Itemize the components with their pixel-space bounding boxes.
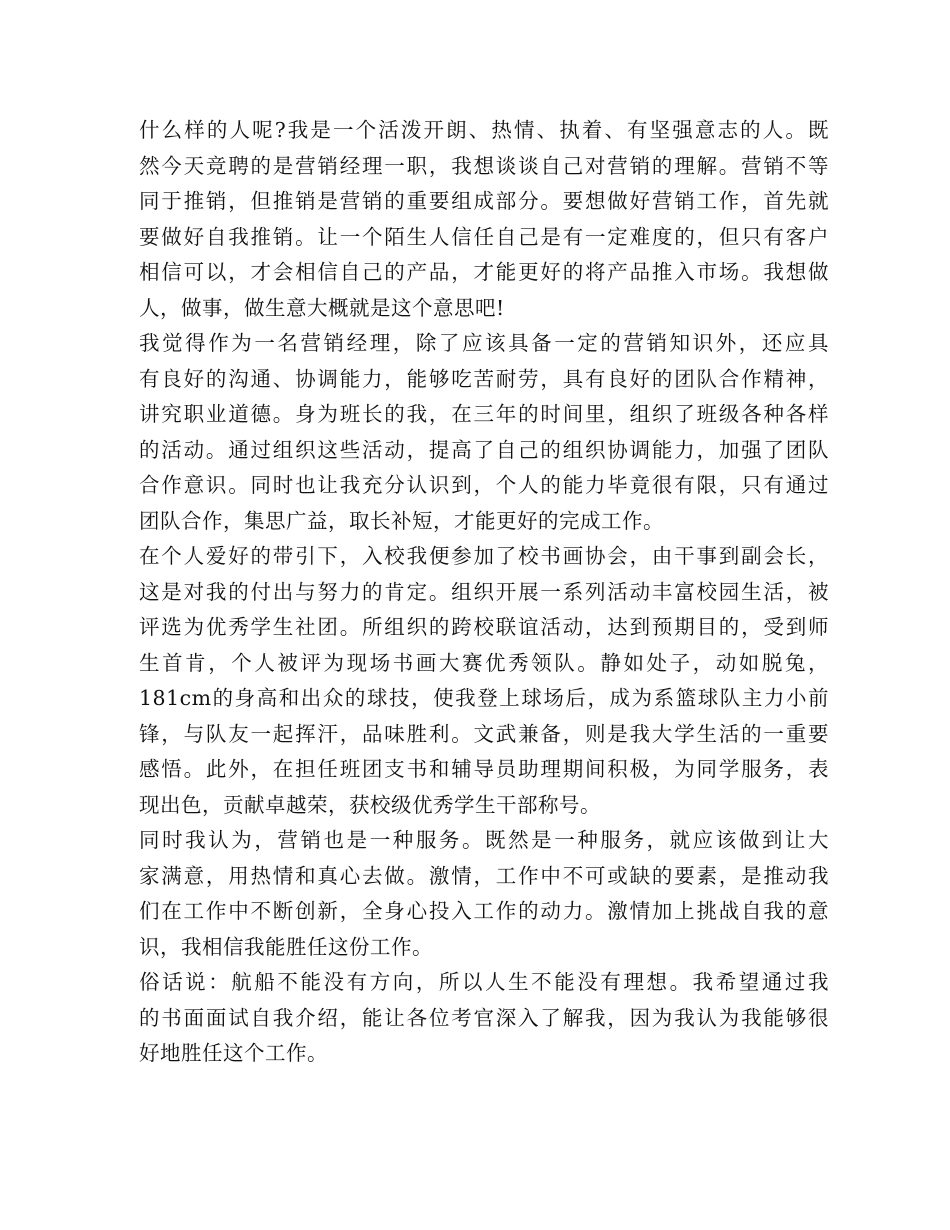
text-line: 生首肯，个人被评为现场书画大赛优秀领队。静如处子，动如脱兔， (139, 650, 829, 675)
text-line: 家满意，用热情和真心去做。激情，工作中不可或缺的要素，是推动我 (139, 863, 829, 888)
text-line: 181cm的身高和出众的球技，使我登上球场后，成为系篮球队主力小前 (139, 686, 829, 710)
text-line: 团队合作，集思广益，取长补短，才能更好的完成工作。 (139, 508, 664, 533)
text-line: 然今天竞聘的是营销经理一职，我想谈谈自己对营销的理解。营销不等 (139, 153, 829, 178)
text-line: 合作意识。同时也让我充分认识到，个人的能力毕竟很有限，只有通过 (139, 473, 829, 497)
text-line: 相信可以，才会相信自己的产品，才能更好的将产品推入市场。我想做 (139, 260, 829, 284)
text-line: 们在工作中不断创新，全身心投入工作的动力。激情加上挑战自我的意 (139, 899, 829, 923)
text-line: 同时我认为，营销也是一种服务。既然是一种服务，就应该做到让大 (139, 828, 829, 852)
text-line: 的书面面试自我介绍，能让各位考官深入了解我，因为我认为我能够很 (139, 1005, 829, 1030)
text-line: 在个人爱好的带引下，入校我便参加了校书画协会，由干事到副会长， (139, 544, 829, 568)
paragraph-2 (139, 326, 829, 539)
paragraph-4 (139, 823, 829, 965)
text-line: 的活动。通过组织这些活动，提高了自己的组织协调能力，加强了团队 (139, 437, 829, 462)
text-line: 同于推销，但推销是营销的重要组成部分。要想做好营销工作，首先就 (139, 189, 829, 213)
paragraph-1 (139, 113, 829, 326)
text-line: 要做好自我推销。让一个陌生人信任自己是有一定难度的，但只有客户 (139, 224, 829, 249)
text-line: 锋，与队友一起挥汗，品味胜利。文武兼备，则是我大学生活的一重要 (139, 721, 829, 746)
text-line: 我觉得作为一名营销经理，除了应该具备一定的营销知识外，还应具 (139, 331, 829, 355)
text-line: 什么样的人呢?我是一个活泼开朗、热情、执着、有坚强意志的人。既 (139, 118, 829, 142)
text-line: 感悟。此外，在担任班团支书和辅导员助理期间积极，为同学服务，表 (139, 757, 829, 781)
paragraph-5 (139, 965, 829, 1072)
text-line: 有良好的沟通、协调能力，能够吃苦耐劳，具有良好的团队合作精神， (139, 366, 829, 391)
document-body (139, 113, 829, 1072)
text-line: 评选为优秀学生社团。所组织的跨校联谊活动，达到预期目的，受到师 (139, 615, 829, 639)
text-line: 现出色，贡献卓越荣，获校级优秀学生干部称号。 (139, 792, 601, 817)
text-line: 这是对我的付出与努力的肯定。组织开展一系列活动丰富校园生活，被 (139, 579, 829, 604)
paragraph-3 (139, 539, 829, 823)
text-line: 人，做事，做生意大概就是这个意思吧! (139, 295, 505, 320)
text-line: 俗话说：航船不能没有方向，所以人生不能没有理想。我希望通过我 (139, 970, 829, 994)
text-line: 讲究职业道德。身为班长的我，在三年的时间里，组织了班级各种各样 (139, 402, 829, 426)
text-line: 好地胜任这个工作。 (139, 1041, 328, 1065)
text-line: 识，我相信我能胜任这份工作。 (139, 934, 433, 959)
